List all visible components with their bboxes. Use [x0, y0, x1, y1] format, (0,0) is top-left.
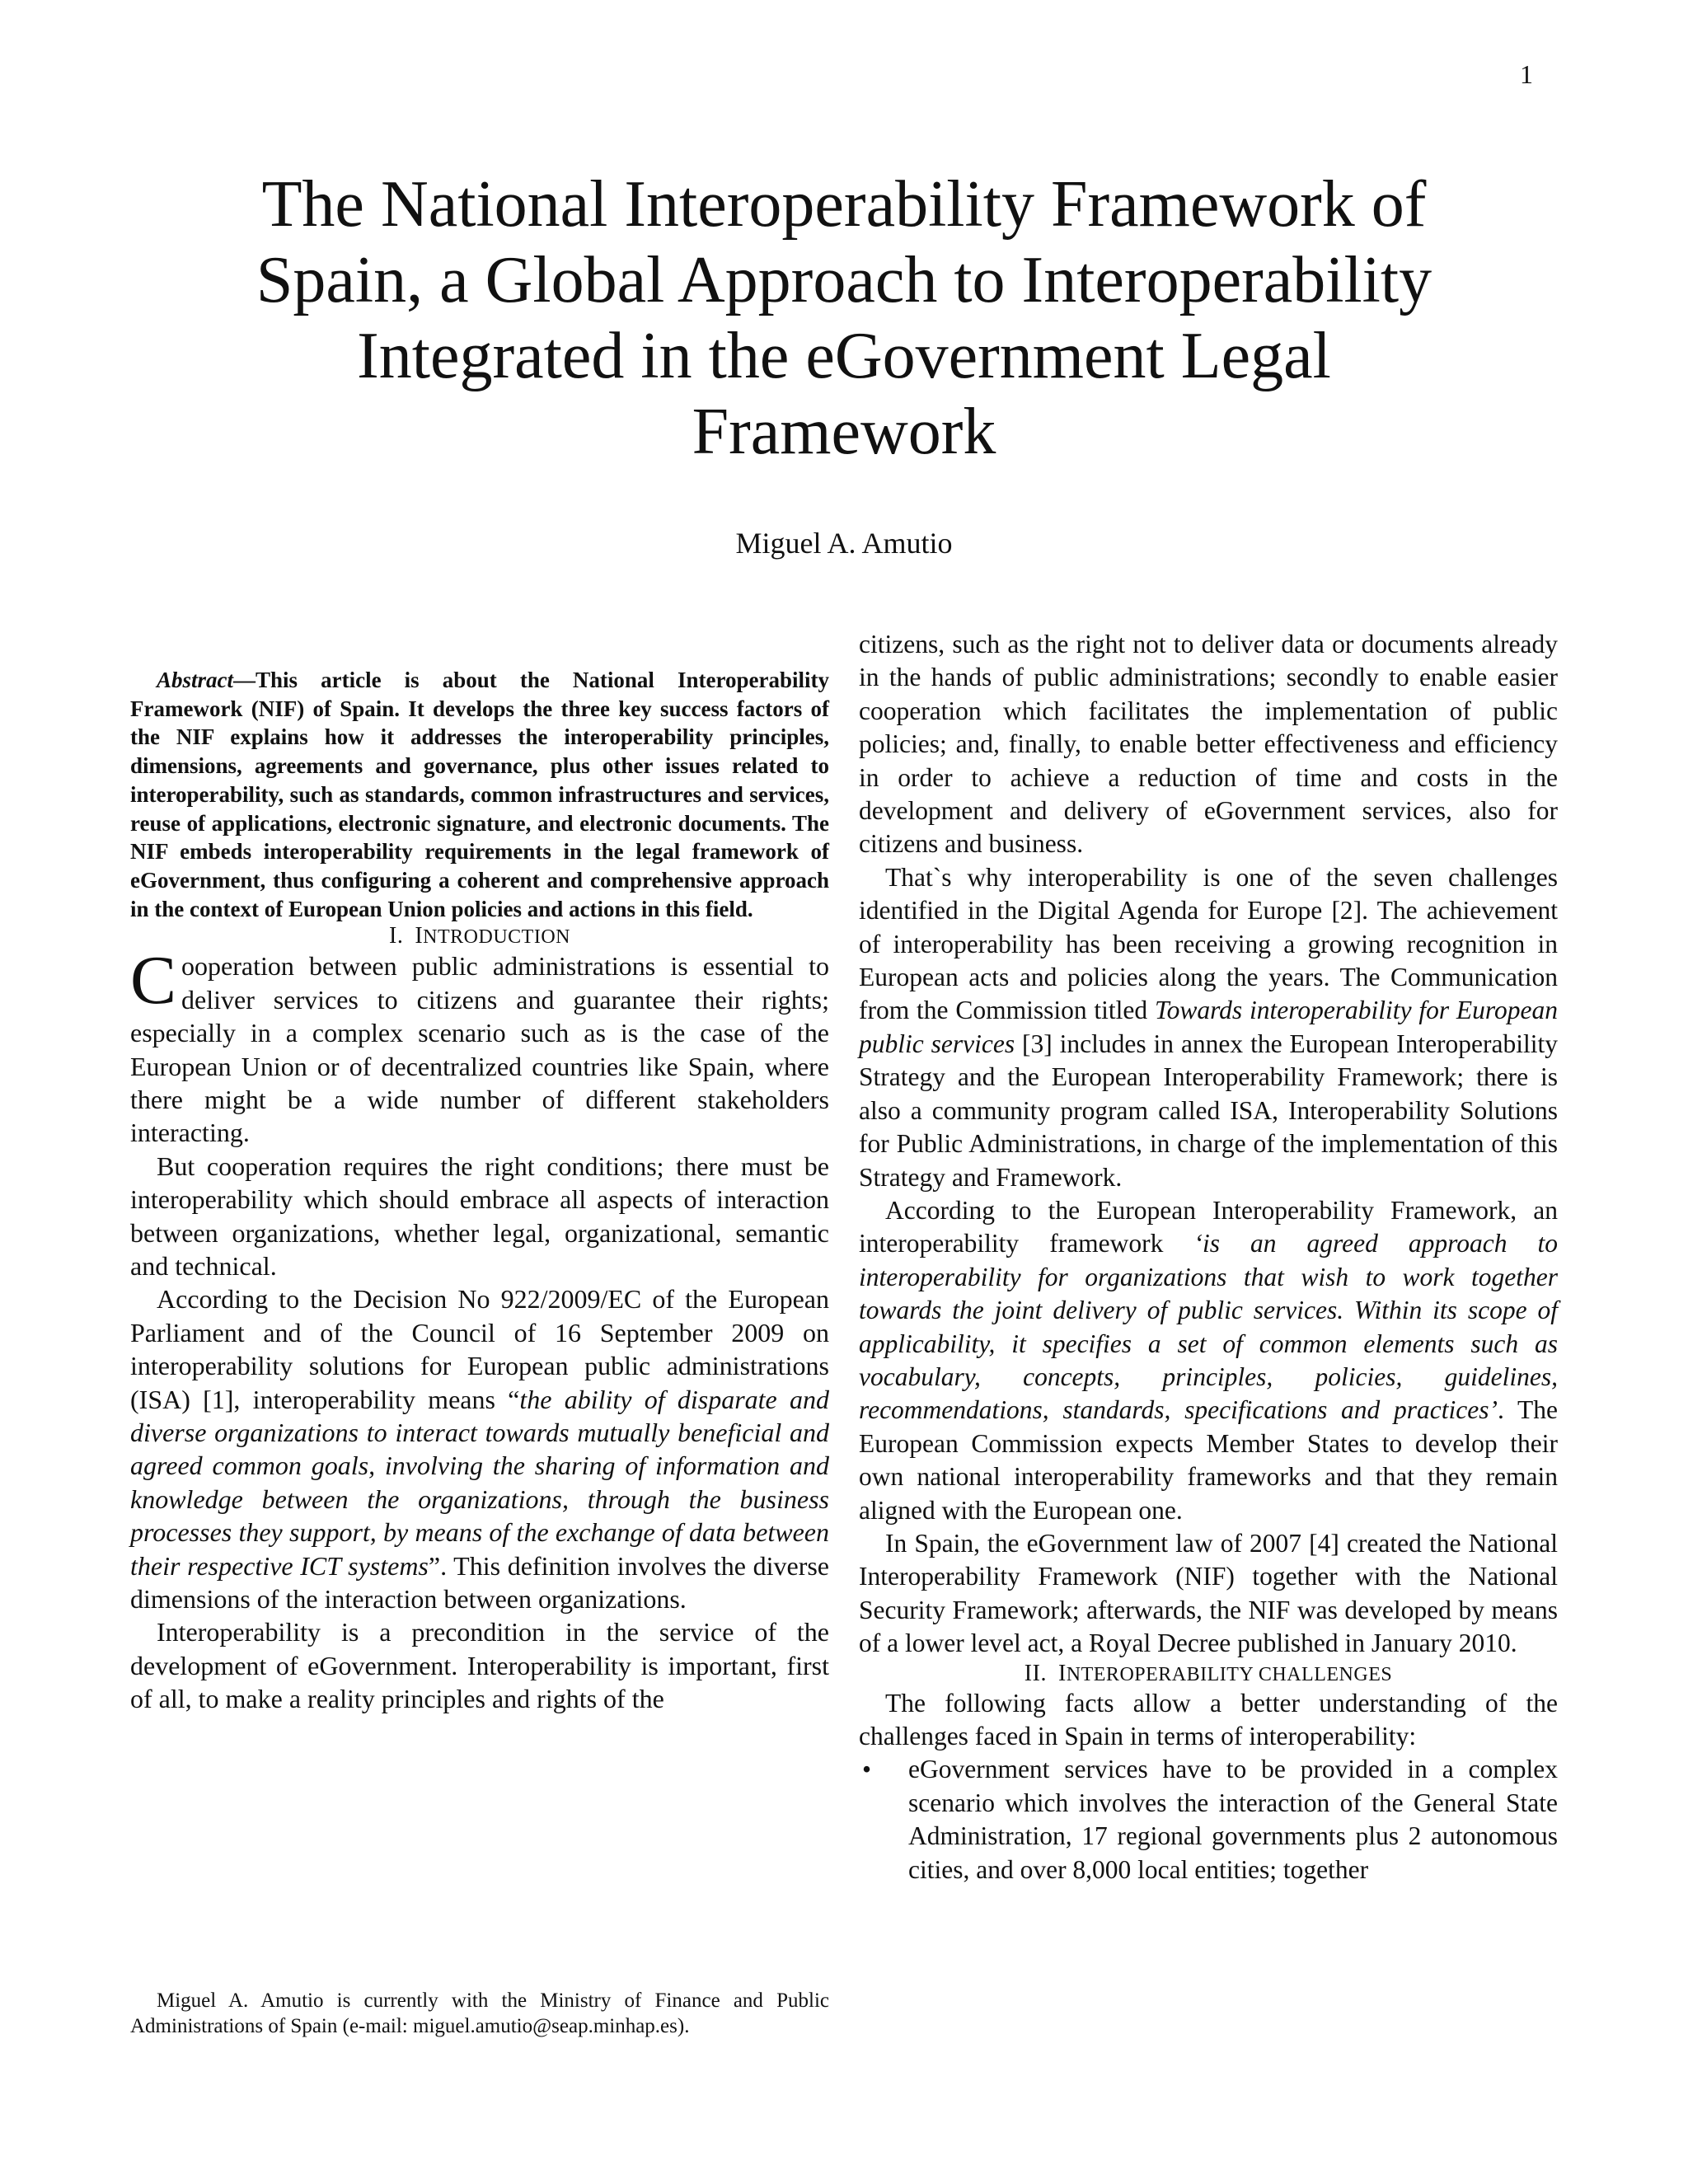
- intro-paragraph-4: Interoperability is a precondition in the service of the development of eGovernment. Interoperability is important, first of all, to make a reality principles and rights of the: [130, 1617, 829, 1714]
- title-line: Framework: [692, 396, 996, 468]
- intro-paragraph-3: [130, 1282, 829, 1615]
- challenges-list: [859, 1753, 1558, 1886]
- drop-cap: C: [130, 942, 177, 1019]
- right-paragraph-3-a: According to the European Interoperability Framework, an interoperability framework: [859, 1195, 1558, 1258]
- list-item: [859, 1753, 1558, 1886]
- title-line: Spain, a Global Approach to Interoperability: [256, 244, 1432, 316]
- abstract: [130, 666, 829, 923]
- section-number: I.: [389, 923, 404, 949]
- bullet-icon: •: [862, 1755, 872, 1784]
- page-number: 1: [1520, 59, 1533, 89]
- right-paragraph-4: In Spain, the eGovernment law of 2007 [4] created the National Interoperability Framework (NIF) together with the National Security Framework; afterwards, the NIF was developed by means of a lower level act, a Royal Decree published in January 2010.: [859, 1528, 1558, 1658]
- intro-paragraph-1: [130, 942, 829, 1149]
- section-title-rest: NTRODUCTION: [423, 926, 570, 949]
- right-paragraph-2-title: Towards interoperability for European public services: [859, 996, 1558, 1058]
- right-paragraph-1: citizens, such as the right not to deliver data or documents already in the hands of public administrations; secondly to enable easier cooperation which facilitates the implementation of public policies; and, finally, to enable better effectiveness and efficiency in order to achieve a reduction of time and costs in the development and delivery of eGovernment services, also for citizens and business.: [859, 630, 1558, 859]
- author-footnote: Miguel A. Amutio is currently with the Ministry of Finance and Public Administrations of Spain (e-mail: miguel.amutio@seap.minhap.es).: [130, 1990, 829, 2037]
- intro-paragraph-3-b: ”. This definition involves the diverse dimensions of the interaction between organizations.: [130, 1550, 830, 1615]
- title-line: Integrated in the eGovernment Legal: [357, 320, 1331, 392]
- challenges-paragraph-1: The following facts allow a better understanding of the challenges faced in Spain in terms of interoperability:: [859, 1688, 1558, 1750]
- right-paragraph-2-a: That`s why interoperability is one of the seven challenges identified in the Digital Agenda for Europe [2]. The achievement of interoperability has been receiving a growing recognition in European acts and policies along the years. The Communication from the Commission titled: [859, 862, 1558, 1025]
- intro-paragraph-3-quote: the ability of disparate and diverse organizations to interact towards mutually beneficial and agreed common goals, involving the sharing of information and knowledge between the organizations, through the business processes they support, by means of the exchange of data between their respective ICT systems: [130, 1384, 830, 1581]
- intro-paragraph-2: But cooperation requires the right conditions; there must be interoperability which should embrace all aspects of interaction between organizations, whether legal, organizational, semantic and technical.: [130, 1151, 829, 1281]
- section-title-initial: I: [415, 923, 424, 949]
- paper-title: [190, 166, 1498, 470]
- left-column: [130, 666, 829, 1716]
- section-title-initial: I: [1057, 1660, 1067, 1686]
- right-paragraph-3-quote: ‘is an agreed approach to interoperability for organizations that wish to work together towards the joint delivery of public services. Within its scope of applicability, it specifies a set of common elements such as vocabulary, concepts, principles, policies, guidelines, recommendations, standards, specifications and practices’: [859, 1229, 1558, 1425]
- author-name: Miguel A. Amutio: [735, 527, 953, 560]
- right-paragraph-3: [859, 1194, 1558, 1527]
- abstract-dash: —: [233, 668, 256, 692]
- section-heading-challenges: [859, 1661, 1558, 1687]
- right-paragraph-3-b: . The European Commission expects Member States to develop their own national interoperability frameworks and that they remain aligned with the European one.: [859, 1395, 1559, 1525]
- abstract-label: Abstract: [157, 668, 234, 692]
- right-paragraph-2: [859, 861, 1558, 1194]
- title-line: The National Interoperability Framework of: [261, 168, 1427, 241]
- intro-paragraph-3-a: According to the Decision No 922/2009/EC of the European Parliament and of the Council of 16 September 2009 on interoperability solutions for European public administrations (ISA) [1], interoperability means “: [130, 1284, 829, 1414]
- section-heading-introduction: [130, 923, 829, 949]
- list-item-text: eGovernment services have to be provided in a complex scenario which involves the interaction of the General State Administration, 17 regional governments plus 2 autonomous cities, and over 8,000 local entities; together: [908, 1755, 1558, 1884]
- intro-paragraph-1-text: ooperation between public administrations is essential to deliver services to citizens and guarantee their rights; especially in a complex scenario such as is the case of the European Union or of decentralized countries like Spain, where there might be a wide number of different stakeholders interacting.: [130, 951, 829, 1148]
- section-number: II.: [1024, 1660, 1047, 1686]
- right-column: [859, 628, 1558, 1886]
- section-title-rest: NTEROPERABILITY CHALLENGES: [1066, 1663, 1393, 1685]
- abstract-text: This article is about the National Interoperability Framework (NIF) of Spain. It develops the three key success factors of the NIF explains how it addresses the interoperability principles, dimensions, agreements and governance, plus other issues related to interoperability, such as standards, common infrastructures and services, reuse of applications, electronic signature, and electronic documents. The NIF embeds interoperability requirements in the legal framework of eGovernment, thus configuring a coherent and comprehensive approach in the context of European Union policies and actions in this field.: [130, 668, 829, 921]
- right-paragraph-2-b: [3] includes in annex the European Interoperability Strategy and the European Interoperability Framework; there is also a community program called ISA, Interoperability Solutions for Public Administrations, in charge of the implementation of this Strategy and Framework.: [859, 1029, 1558, 1192]
